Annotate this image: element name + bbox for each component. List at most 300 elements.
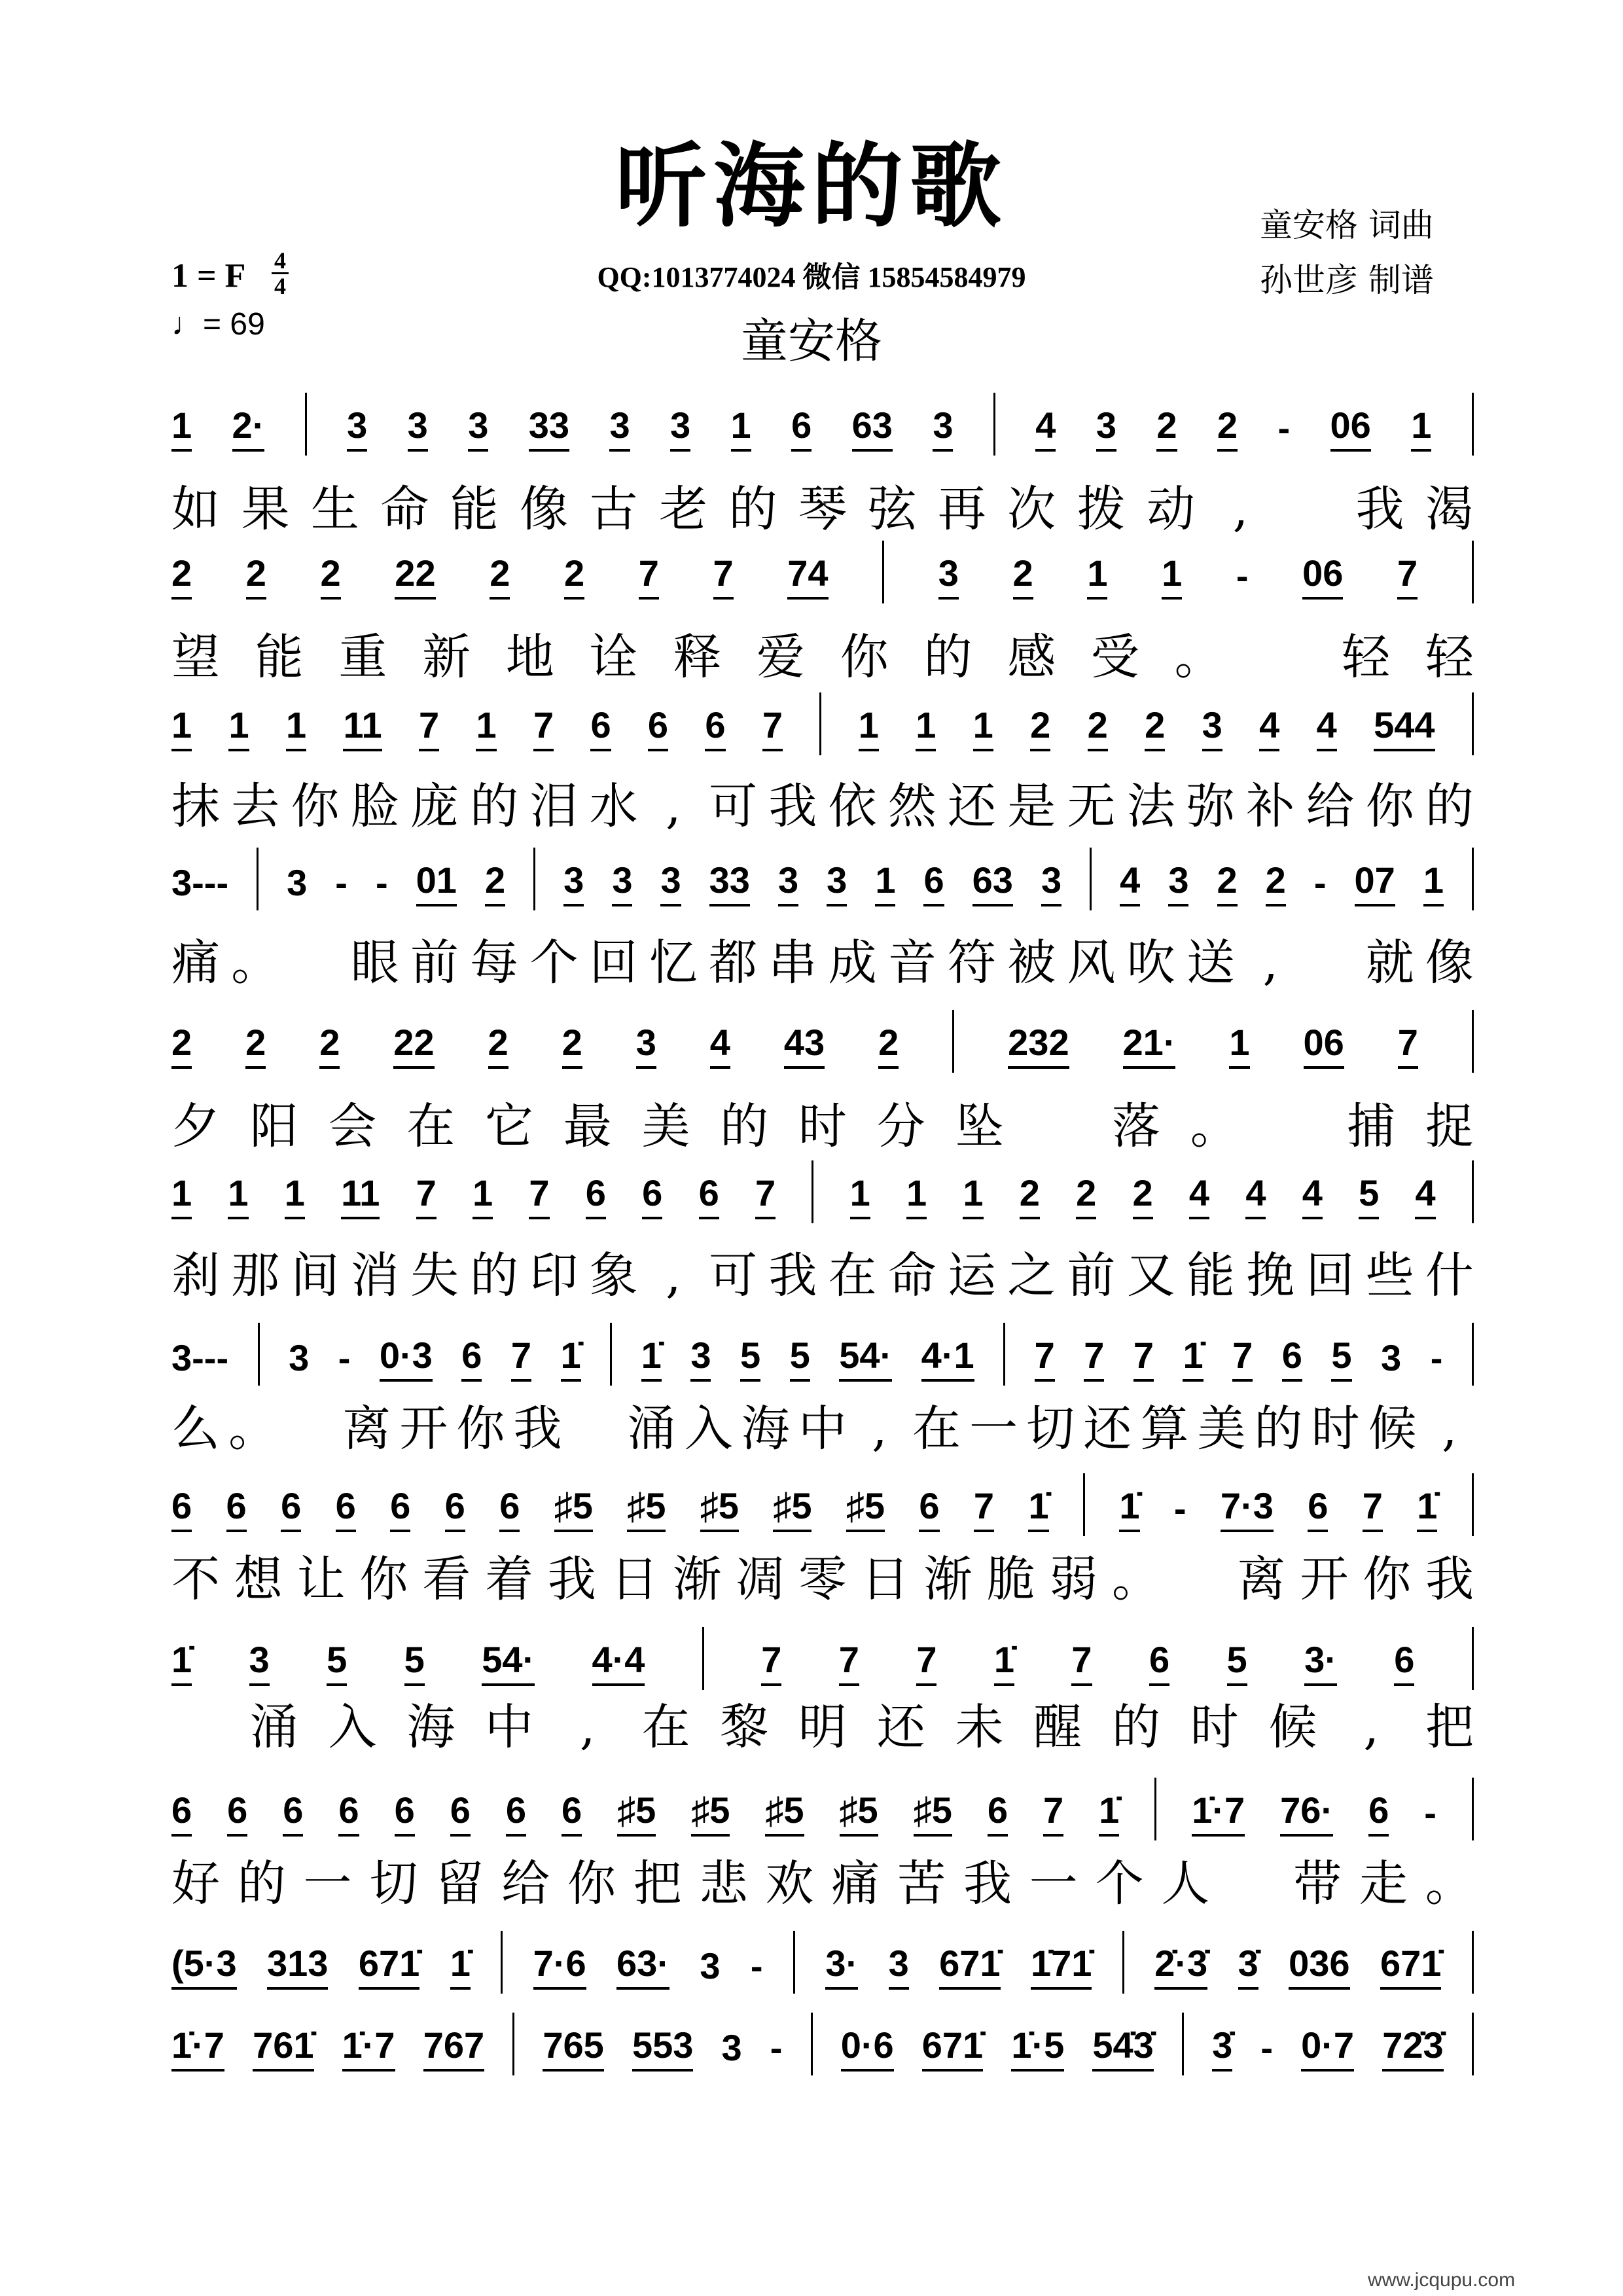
bar-line (702, 1627, 704, 1690)
lyric-char: , (1232, 481, 1249, 537)
bar-line (257, 848, 259, 910)
note: 7·6 (533, 1944, 586, 1990)
bar-line (610, 1323, 612, 1386)
bar-line (1472, 1010, 1474, 1073)
lyric-char: 离 (342, 1401, 391, 1457)
lyric-char: 成 (828, 935, 877, 991)
note: 6 (586, 1174, 606, 1219)
note: 72̇3̇ (1382, 2026, 1443, 2072)
note: 6 (642, 1174, 662, 1219)
note: 6 (450, 1791, 471, 1837)
note: 2 (1088, 706, 1108, 751)
note: 1̇ (1183, 1336, 1203, 1382)
note: 1 (916, 706, 936, 751)
lyric-char: 动 (1147, 481, 1196, 537)
note: 21· (1123, 1023, 1176, 1069)
lyric-char: 切 (1026, 1401, 1075, 1457)
notes-row (171, 1323, 1474, 1382)
lyric-char: 我 (768, 778, 817, 834)
lyric-char: 轻 (1425, 629, 1474, 685)
note: 4 (1245, 1174, 1266, 1219)
note: 7 (1232, 1336, 1253, 1382)
lyric-char: 的 (1425, 778, 1474, 834)
contact-info: QQ:1013774024 微信 15854584979 (597, 261, 1026, 293)
lyric-char: 。 (1174, 629, 1223, 685)
time-sig-top: 4 (274, 247, 286, 274)
lyric-char: 。 (1425, 1856, 1474, 1912)
note: 6 (923, 861, 944, 906)
note: 1̇ (1417, 1486, 1437, 1532)
lyric-char (1227, 1854, 1275, 1913)
lyric-char: 弦 (868, 481, 917, 537)
lyric-char: 涌 (627, 1401, 676, 1457)
bar-line (533, 848, 535, 910)
lyric-char: 让 (296, 1551, 346, 1607)
lyrics-line (171, 1399, 1474, 1458)
note: 6 (227, 1791, 247, 1837)
note: - (1313, 862, 1327, 903)
lyric-char: 阳 (249, 1098, 298, 1155)
lyric-char: 在 (912, 1401, 961, 1457)
lyric-char: 庞 (410, 778, 459, 834)
note: 6 (461, 1336, 482, 1382)
note: 6 (283, 1791, 303, 1837)
note: 7 (511, 1336, 531, 1382)
lyric-char: 。 (228, 1401, 277, 1457)
note: ♯5 (700, 1486, 739, 1532)
lyric-char: 挽 (1246, 1247, 1295, 1304)
lyric-char: 前 (410, 935, 459, 991)
note: 2 (1217, 406, 1238, 452)
lyric-char: 我 (1355, 481, 1404, 537)
lyric-char: 爱 (757, 629, 806, 685)
lyric-char: 失 (410, 1247, 459, 1304)
lyric-char: 坠 (955, 1098, 1004, 1155)
lyric-char: 把 (633, 1856, 682, 1912)
lyric-char: 涌 (249, 1699, 298, 1755)
lyric-char: 然 (887, 778, 936, 834)
note: 4 (1415, 1174, 1435, 1219)
note: - (770, 2027, 783, 2068)
lyric-char (1033, 1097, 1082, 1156)
note: 0·3 (380, 1336, 433, 1382)
lyric-char: 是 (1007, 778, 1056, 834)
bar-line (1472, 692, 1474, 755)
note: 1 (731, 406, 751, 452)
note: 1 (1162, 554, 1182, 600)
lyric-char: 离 (1237, 1551, 1286, 1607)
note: - (335, 862, 348, 903)
note: 3 (612, 861, 632, 906)
note: 2 (1156, 406, 1177, 452)
note: ♯5 (773, 1486, 812, 1532)
lyrics-line (171, 480, 1474, 539)
note: 3̇ (1238, 1944, 1258, 1990)
note: 544 (1374, 706, 1435, 751)
note: 22 (393, 1023, 434, 1069)
note: 7 (755, 1174, 776, 1219)
lyric-char: 它 (485, 1098, 533, 1155)
bar-line (258, 1323, 260, 1386)
note: 1 (1087, 554, 1107, 600)
note: 2· (232, 406, 265, 452)
note: 76· (1280, 1791, 1333, 1837)
note: 7 (762, 706, 783, 751)
note: 3 (1168, 861, 1188, 906)
note: 3--- (171, 862, 229, 903)
lyric-char: 时 (1190, 1699, 1239, 1755)
lyric-char: 入 (684, 1401, 733, 1457)
note: - (1236, 555, 1249, 596)
lyric-char: , (666, 778, 681, 834)
lyric-char: 在 (828, 1247, 877, 1304)
lyric-char: 一 (303, 1856, 352, 1912)
note: 1 (906, 1174, 927, 1219)
bar-line (1083, 1473, 1085, 1536)
note: 2 (488, 1023, 508, 1069)
lyric-char: 回 (589, 935, 638, 991)
note: 2 (564, 554, 584, 600)
note: 7 (1398, 1023, 1418, 1069)
lyric-char: 运 (948, 1247, 997, 1304)
lyric-char: 的 (720, 1098, 769, 1155)
lyric-char: 就 (1365, 935, 1414, 991)
lyric-char: 一 (969, 1401, 1018, 1457)
lyric-char: 海 (741, 1401, 790, 1457)
lyric-char: 印 (529, 1247, 579, 1304)
note: 1̇ (994, 1640, 1014, 1686)
bar-line (501, 1931, 503, 1994)
lyric-char: 零 (798, 1551, 847, 1607)
note: 7 (1133, 1336, 1154, 1382)
note: 4·4 (592, 1640, 645, 1686)
bar-line (1472, 1323, 1474, 1386)
bar-line (819, 692, 821, 755)
note: ♯5 (617, 1791, 656, 1837)
note: ♯5 (846, 1486, 885, 1532)
lyric-char: 日 (610, 1551, 659, 1607)
lyric-char: 黎 (720, 1699, 769, 1755)
note: 7 (916, 1640, 936, 1686)
bar-line (812, 1160, 813, 1223)
lyric-char: 新 (422, 629, 471, 685)
lyric-char (1175, 1550, 1223, 1609)
note: 1 (473, 1174, 493, 1219)
lyric-char: 时 (1311, 1401, 1360, 1457)
lyric-char: 符 (948, 935, 997, 991)
note: 3 (347, 406, 367, 452)
note: (5·3 (171, 1944, 237, 1990)
note: 1̇ (641, 1336, 662, 1382)
note: ♯5 (554, 1486, 593, 1532)
note: 7 (1043, 1791, 1063, 1837)
note: 4 (1189, 1174, 1209, 1219)
note: ♯5 (627, 1486, 666, 1532)
lyric-char: 留 (435, 1856, 484, 1912)
note: - (1260, 2027, 1273, 2068)
note: 3--- (171, 1337, 229, 1378)
lyric-char: 能 (255, 629, 304, 685)
note: 1 (228, 706, 249, 751)
lyric-char: 捉 (1425, 1098, 1474, 1155)
note: 3 (1202, 706, 1222, 751)
notes-row (171, 541, 1474, 600)
lyrics-line (171, 1246, 1474, 1305)
note: 1̇ (1099, 1791, 1119, 1837)
lyric-char: 眼 (350, 935, 399, 991)
lyric-char: 候 (1368, 1401, 1417, 1457)
lyric-char: 泪 (529, 778, 579, 834)
note: - (1173, 1488, 1186, 1529)
bar-line (882, 541, 884, 603)
note: 2 (171, 1023, 192, 1069)
note: 4 (1317, 706, 1337, 751)
note: 2 (321, 554, 341, 600)
note: 6 (445, 1486, 465, 1532)
lyric-char: 老 (659, 481, 708, 537)
lyric-char: 前 (1067, 1247, 1116, 1304)
note: 2̇·3̇ (1154, 1944, 1207, 1990)
lyric-char: 回 (1306, 1247, 1355, 1304)
lyric-char: 醒 (1033, 1699, 1082, 1755)
note: - (338, 1337, 351, 1378)
lyric-char: 的 (1254, 1401, 1303, 1457)
lyric-char: 算 (1140, 1401, 1189, 1457)
note: 2 (1030, 706, 1050, 751)
bar-line (1472, 1160, 1474, 1223)
time-sig-bottom: 4 (274, 273, 286, 299)
lyric-char: 什 (1425, 1247, 1474, 1304)
note: 671̇ (922, 2026, 983, 2072)
lyric-char: 日 (861, 1551, 910, 1607)
note: 4·1 (921, 1336, 974, 1382)
note: 7 (1397, 554, 1418, 600)
notes-row (171, 1778, 1474, 1837)
lyric-char (291, 933, 339, 992)
lyric-char: 我 (547, 1551, 596, 1607)
lyric-char: , (666, 1247, 681, 1304)
lyric-char: 轻 (1342, 629, 1391, 685)
bar-line (1182, 2013, 1184, 2075)
note: 1 (285, 1174, 305, 1219)
lyric-char: 个 (529, 935, 579, 991)
credit-notation: 孙世彦 制谱 (1260, 261, 1434, 299)
lyric-char: 脸 (350, 778, 399, 834)
note: 63 (972, 861, 1013, 906)
lyric-char: , (1441, 1401, 1457, 1457)
note: 6 (171, 1486, 192, 1532)
note: ♯5 (840, 1791, 878, 1837)
lyric-char: 象 (589, 1247, 638, 1304)
bar-line (1472, 1627, 1474, 1690)
note: 1̇ (450, 1944, 471, 1990)
lyric-char: 弥 (1186, 778, 1235, 834)
note: 2 (319, 1023, 340, 1069)
note: 01 (416, 861, 457, 906)
lyric-char: 。 (231, 935, 280, 991)
lyric-char: 的 (237, 1856, 286, 1912)
note: 7 (1035, 1336, 1055, 1382)
lyric-char: 落 (1112, 1098, 1160, 1155)
note: 06 (1304, 1023, 1344, 1069)
note: 3 (468, 406, 488, 452)
note: 2 (1145, 706, 1165, 751)
note: 7 (1084, 1336, 1104, 1382)
note: 7 (533, 706, 554, 751)
lyric-char: 入 (328, 1699, 377, 1755)
lyrics-line (171, 628, 1474, 687)
lyric-char: 痛 (831, 1856, 880, 1912)
lyric-char: 消 (350, 1247, 399, 1304)
watermark: www.jcqupu.com (1368, 2269, 1516, 2291)
lyric-char: 脆 (986, 1551, 1035, 1607)
note: 2 (878, 1023, 899, 1069)
note: 11 (341, 1174, 380, 1219)
note: 2 (246, 554, 266, 600)
notes-row (171, 1473, 1474, 1532)
lyric-char: 把 (1425, 1699, 1474, 1755)
note: 63· (616, 1944, 669, 1990)
lyric-char: 吹 (1126, 935, 1175, 991)
lyric-char: 送 (1186, 935, 1235, 991)
notes-row (171, 1160, 1474, 1219)
lyric-char: 还 (948, 778, 997, 834)
note: 5 (404, 1640, 425, 1686)
key-signature: 1 = F (171, 257, 246, 295)
note: 33 (709, 861, 750, 906)
lyric-char: 你 (456, 1401, 505, 1457)
note: 5 (327, 1640, 347, 1686)
note: 1 (286, 706, 306, 751)
lyric-char: 给 (501, 1856, 550, 1912)
note: 7 (974, 1486, 994, 1532)
note: 1̇ (1028, 1486, 1048, 1532)
lyric-char (1269, 1097, 1317, 1156)
lyric-char (1286, 480, 1334, 539)
note: 6 (226, 1486, 247, 1532)
note: 54· (482, 1640, 535, 1686)
note: 2 (1076, 1174, 1096, 1219)
lyric-char: 给 (1306, 778, 1355, 834)
note: 3 (609, 406, 630, 452)
note: - (375, 862, 388, 903)
note: 2 (1217, 861, 1238, 906)
lyric-char: 一 (1029, 1856, 1078, 1912)
note: 7 (529, 1174, 549, 1219)
note: 6 (171, 1791, 192, 1837)
note: 1 (1229, 1023, 1249, 1069)
note: 3̇ (1212, 2026, 1232, 2072)
bar-line (1472, 1931, 1474, 1994)
note: 6 (499, 1486, 520, 1532)
lyric-char: 可 (709, 778, 758, 834)
note: 43 (784, 1023, 825, 1069)
note: - (750, 1945, 763, 1986)
note: 0·6 (841, 2026, 894, 2072)
lyric-char: 切 (369, 1856, 418, 1912)
note: 5 (1227, 1640, 1247, 1686)
note: 6 (1308, 1486, 1328, 1532)
note: ♯5 (765, 1791, 804, 1837)
lyric-char: 命 (887, 1247, 936, 1304)
note: 6 (281, 1486, 301, 1532)
lyrics-line (171, 1698, 1474, 1757)
lyric-char: 凋 (736, 1551, 785, 1607)
note: 6 (1368, 1791, 1389, 1837)
lyric-char: , (1262, 935, 1278, 991)
bar-line (1472, 1473, 1474, 1536)
note: 54· (839, 1336, 892, 1382)
note: 7 (1363, 1486, 1383, 1532)
note: 6 (562, 1791, 582, 1837)
note: 1 (171, 706, 192, 751)
note: 1 (973, 706, 993, 751)
lyric-char: 忆 (649, 935, 698, 991)
notes-row (171, 1931, 1474, 1990)
lyric-char: 生 (310, 481, 359, 537)
lyric-char: 补 (1246, 778, 1295, 834)
lyric-char: 能 (450, 481, 499, 537)
lyric-char: 你 (840, 629, 889, 685)
lyric-char: 美 (641, 1098, 690, 1155)
lyric-char: 水 (589, 778, 638, 834)
lyric-char: 中 (485, 1699, 533, 1755)
note: 6 (988, 1791, 1008, 1837)
note: 1 (963, 1174, 983, 1219)
lyric-char: 音 (887, 935, 936, 991)
note: 6 (590, 706, 611, 751)
lyric-char: 每 (470, 935, 519, 991)
lyric-char: 弱 (1049, 1551, 1098, 1607)
singer-name: 童安格 (740, 314, 882, 368)
lyric-char: 诠 (589, 629, 638, 685)
note: 1̇·5 (1011, 2026, 1064, 2072)
notes-row (171, 1010, 1474, 1069)
lyric-char: 风 (1067, 935, 1116, 991)
lyric-char: 最 (563, 1098, 612, 1155)
notes-row (171, 1627, 1474, 1686)
bar-line (1090, 848, 1092, 910)
note: 313 (267, 1944, 328, 1990)
note: 5 (1359, 1174, 1379, 1219)
note: 3· (1304, 1640, 1337, 1686)
note: 06 (1330, 406, 1371, 452)
note: 4 (710, 1023, 730, 1069)
lyric-char: 释 (673, 629, 722, 685)
notes-row (171, 2013, 1474, 2072)
note: 6 (1149, 1640, 1169, 1686)
lyric-char: 能 (1186, 1247, 1235, 1304)
note: 7 (416, 1174, 437, 1219)
lyric-char: 望 (171, 629, 220, 685)
note: 7 (1071, 1640, 1092, 1686)
lyric-char: 间 (291, 1247, 340, 1304)
note: 232 (1008, 1023, 1069, 1069)
note: 6 (506, 1791, 526, 1837)
lyric-char: 果 (241, 481, 290, 537)
note: 3 (889, 1944, 909, 1990)
note: 2 (171, 554, 192, 600)
bar-line (1472, 848, 1474, 910)
lyric-char: 你 (567, 1856, 616, 1912)
lyric-char: 的 (470, 778, 519, 834)
lyric-char: 悲 (699, 1856, 748, 1912)
note: 671̇ (939, 1944, 1000, 1990)
note: 4 (1035, 406, 1056, 452)
note: ♯5 (914, 1791, 952, 1837)
note: 1̇·7 (171, 2026, 224, 2072)
lyric-char: 捕 (1347, 1098, 1396, 1155)
